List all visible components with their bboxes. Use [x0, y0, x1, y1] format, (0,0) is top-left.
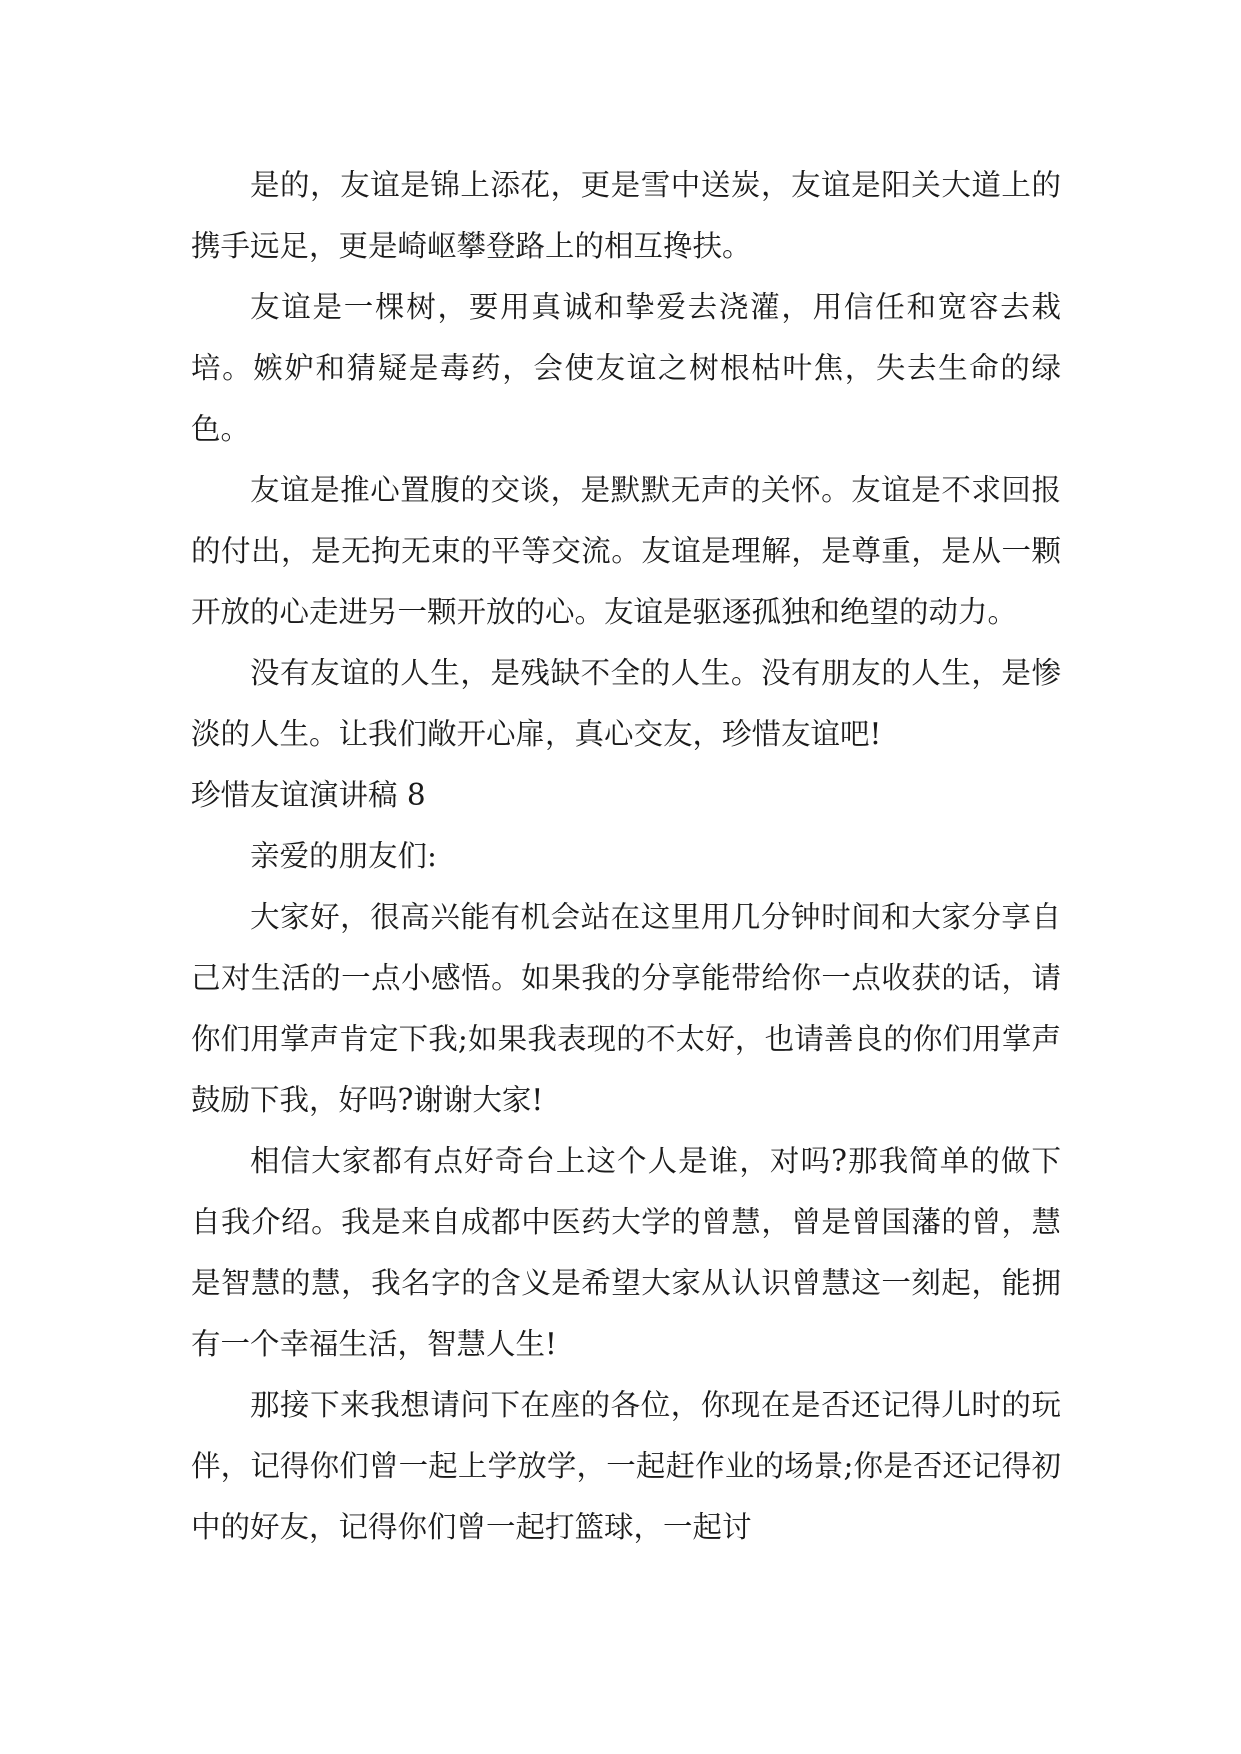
paragraph: 友谊是推心置腹的交谈，是默默无声的关怀。友谊是不求回报的付出，是无拘无束的平等交流。友谊是理解，是尊重，是从一颗开放的心走进另一颗开放的心。友谊是驱逐孤独和绝望的动力。 — [191, 473, 1061, 629]
section-title: 珍惜友谊演讲稿 8 — [191, 778, 426, 812]
paragraph: 那接下来我想请问下在座的各位，你现在是否还记得儿时的玩伴，记得你们曾一起上学放学，一起赶作业的场景;你是否还记得初中的好友，记得你们曾一起打篮球，一起讨 — [191, 1388, 1061, 1544]
paragraph: 没有友谊的人生，是残缺不全的人生。没有朋友的人生，是惨淡的人生。让我们敞开心扉，真心交友，珍惜友谊吧! — [191, 656, 1061, 751]
paragraph: 相信大家都有点好奇台上这个人是谁，对吗?那我简单的做下自我介绍。我是来自成都中医药大学的曾慧，曾是曾国藩的曾，慧是智慧的慧，我名字的含义是希望大家从认识曾慧这一刻起，能拥有一个幸福生活，智慧人生! — [191, 1144, 1061, 1361]
paragraph: 友谊是一棵树，要用真诚和挚爱去浇灌，用信任和宽容去栽培。嫉妒和猜疑是毒药，会使友谊之树根枯叶焦，失去生命的绿色。 — [191, 290, 1061, 446]
document-body — [191, 155, 1061, 1558]
paragraph: 大家好，很高兴能有机会站在这里用几分钟时间和大家分享自己对生活的一点小感悟。如果我的分享能带给你一点收获的话，请你们用掌声肯定下我;如果我表现的不太好，也请善良的你们用掌声鼓励下我，好吗?谢谢大家! — [191, 900, 1061, 1117]
paragraph: 是的，友谊是锦上添花，更是雪中送炭，友谊是阳关大道上的携手远足，更是崎岖攀登路上的相互搀扶。 — [191, 168, 1061, 263]
greeting: 亲爱的朋友们: — [250, 839, 437, 873]
